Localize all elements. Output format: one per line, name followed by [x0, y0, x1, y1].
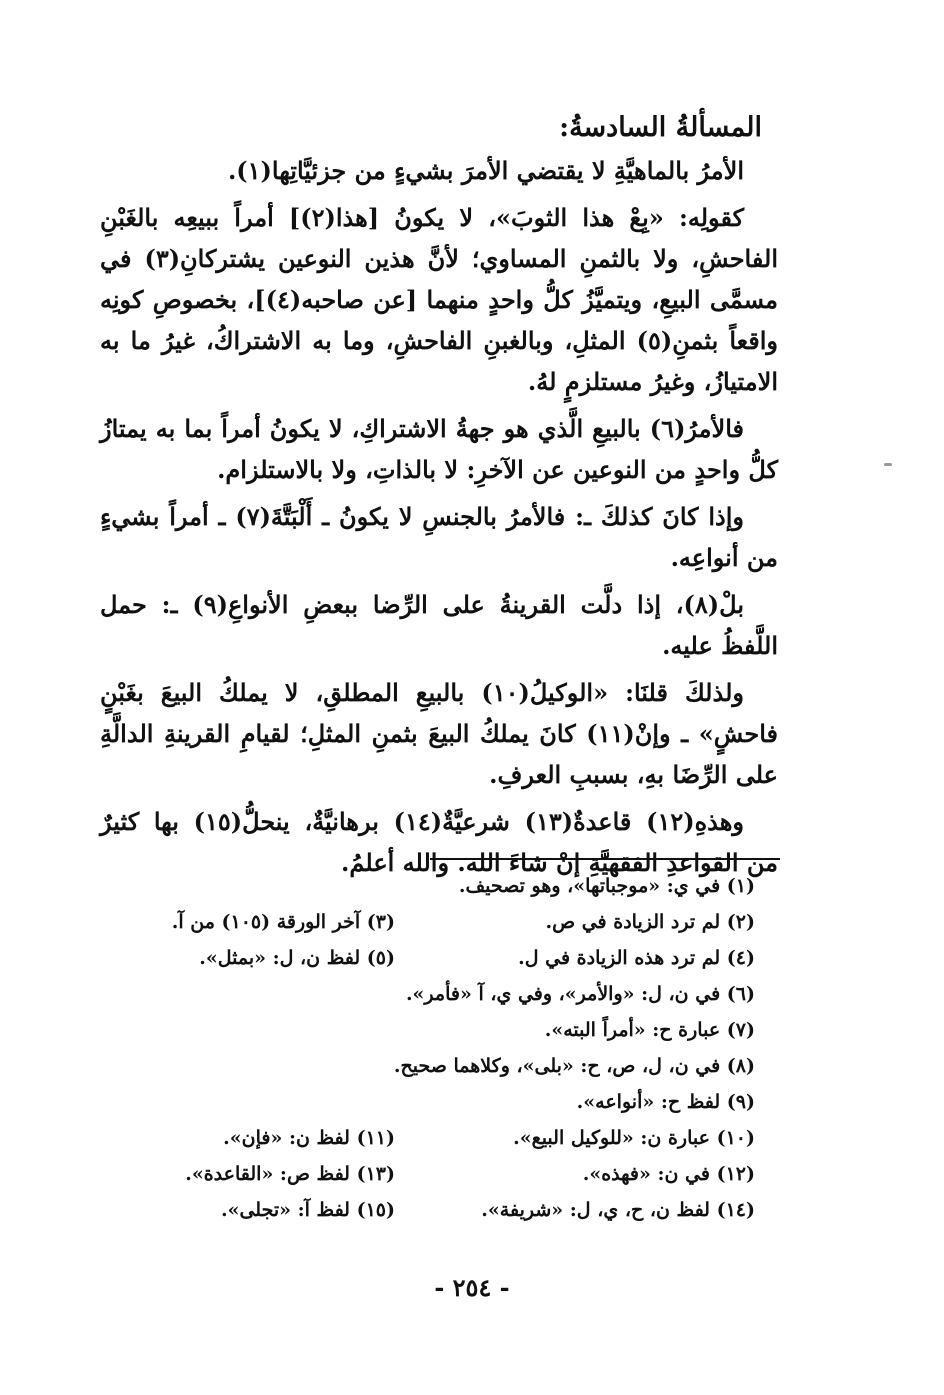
paragraph: وهذهِ(١٢) قاعدةٌ(١٣) شرعيَّةٌ(١٤) برهانيَّةٌ، ينحلُّ(١٥) بها كثيرٌ من القواعدِ الفقهيَّةِ إنْ شاءَ الله. والله أعلمُ. — [100, 807, 778, 877]
section-heading: المسألةُ السادسةُ: — [559, 112, 762, 143]
page-number: - ٢٥٤ - — [434, 1273, 510, 1302]
scan-speck — [884, 463, 892, 466]
footnote: (١٤) لفظ ن، ح، ي، ل: «شريفة». — [481, 1199, 755, 1221]
footnote-row — [150, 1084, 755, 1120]
footnote: (١) في ي: «موجباتها»، وهو تصحيف. — [458, 875, 755, 897]
footnote-row — [150, 868, 755, 904]
footnote-row — [150, 1120, 755, 1156]
footnote: (٧) عبارة ح: «أمراً البته». — [544, 1019, 755, 1041]
main-text — [100, 150, 778, 889]
footnote: (٤) لم ترد هذه الزيادة في ل. — [518, 947, 755, 969]
paragraph: وإذا كانَ كذلكَ ـ: فالأمرُ بالجنسِ لا يكونُ ـ أَلْبَتَّةَ(٧) ـ أمراً بشيءٍ من أنواعِه. — [100, 502, 778, 572]
footnotes — [150, 868, 755, 1228]
footnote: (٥) لفظ ن، ل: «بمثل». — [199, 947, 395, 969]
footnote-row — [150, 940, 755, 976]
footnote-row — [150, 1012, 755, 1048]
footnote-row — [150, 904, 755, 940]
footnote: (١٢) في ن: «فهذه». — [582, 1163, 755, 1185]
paragraph: فالأمرُ(٦) بالبيعِ الَّذي هو جهةُ الاشتراكِ، لا يكونُ أمراً بما به يمتازُ كلُّ واحدٍ من النوعين عن الآخرِ: لا بالذاتِ، ولا بالاستلزام. — [100, 414, 778, 484]
footnote: (٢) لم ترد الزيادة في ص. — [545, 911, 755, 933]
footnote: (١٥) لفظ آ: «تجلى». — [220, 1199, 395, 1221]
paragraph: بلْ(٨)، إذا دلَّت القرينةُ على الرِّضا ببعضِ الأنواعِ(٩) ـ: حمل اللَّفظُ عليه. — [100, 590, 778, 660]
footnote: (١٣) لفظ ص: «القاعدة». — [185, 1163, 395, 1185]
footnote: (١١) لفظ ن: «فإن». — [223, 1127, 395, 1149]
paragraph: ولذلكَ قلنَا: «الوكيلُ(١٠) بالبيعِ المطلقِ، لا يملكُ البيعَ بغَبْنٍ فاحشٍ» ـ وإنْ(١١) كانَ يملكُ البيعَ بثمنِ المثلِ؛ لقيامِ القرينةِ الدالَّةِ على الرِّضَا بهِ، بسببِ العرفِ. — [100, 678, 778, 789]
footnote-row — [150, 1048, 755, 1084]
footnote-row — [150, 1192, 755, 1228]
footnote-row — [150, 976, 755, 1012]
footnote: (١٠) عبارة ن: «للوكيل البيع». — [513, 1127, 755, 1149]
paragraph: كقولِه: «بِعْ هذا الثوبَ»، لا يكونُ [هذا(٢)] أمراً ببيعِه بالغَبْنِ الفاحشِ، ولا بالثمنِ المساوي؛ لأنَّ هذين النوعين يشتركانِ(٣) في مسمَّى البيعِ، ويتميَّزُ كلُّ واحدٍ منهما [عن صاحبه(٤)]، بخصوصِ كونِه واقعاً بثمنِ(٥) المثلِ، وبالغبنِ الفاحشِ، وما به الاشتراكُ، غيرُ ما به الامتيازُ، وغيرُ مستلزمٍ لهُ. — [100, 203, 778, 396]
footnote: (٦) في ن، ل: «والأمر»، وفي ي، آ «فأمر». — [405, 983, 755, 1005]
footnote: (٩) لفظ ح: «أنواعه». — [576, 1091, 755, 1113]
footnote: (٨) في ن، ل، ص، ح: «بلى»، وكلاهما صحيح. — [393, 1055, 755, 1077]
footnote-row — [150, 1156, 755, 1192]
paragraph: الأمرُ بالماهيَّةِ لا يقتضي الأمرَ بشيءٍ من جزئيَّاتِها(١). — [227, 156, 744, 185]
footnote-separator — [430, 858, 780, 860]
footnote: (٣) آخر الورقة (١٠٥) من آ. — [171, 911, 395, 933]
